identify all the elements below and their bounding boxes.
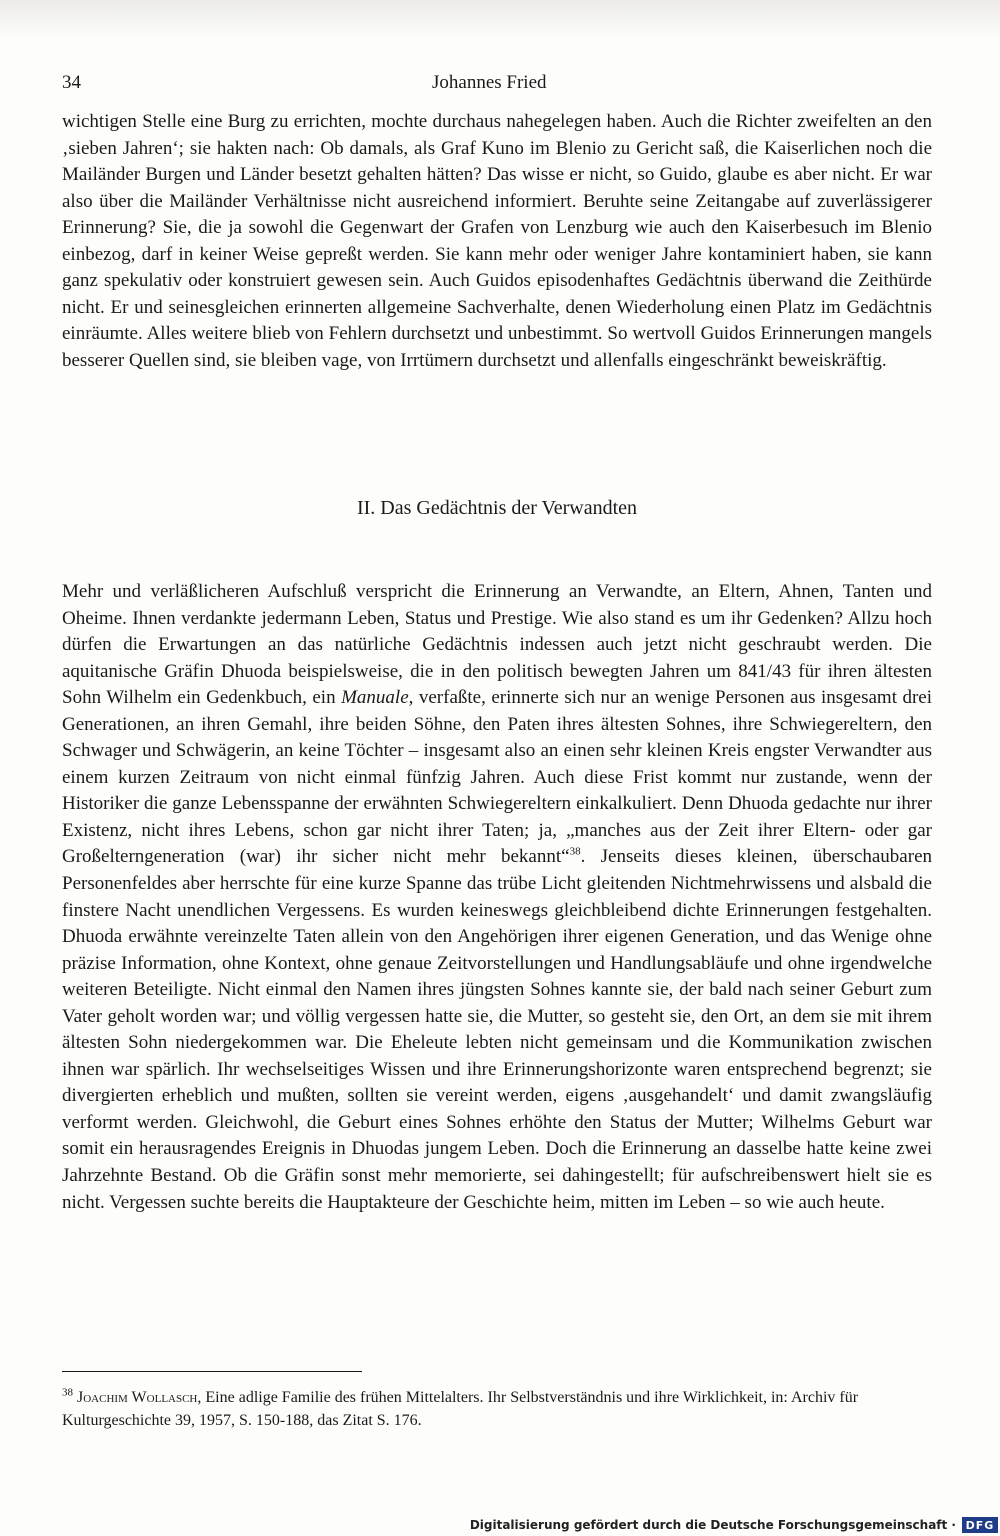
page-number: 34 <box>62 72 81 93</box>
italic-term-manuale: Manuale <box>341 687 409 709</box>
running-head-author: Johannes Fried <box>432 72 547 93</box>
dfg-logo: DFG <box>962 1517 998 1533</box>
footnote-reference[interactable]: 38 <box>569 846 581 859</box>
body-paragraph-2 <box>62 579 932 1216</box>
scan-shadow <box>0 0 1000 40</box>
paragraph-2-text-c: . Jenseits dieses kleinen, überschaubaren Personenfeldes aber herrschte für eine kurze Spanne das trübe Licht gleitenden Nichtmehrwissens und alsbald die finstere Nacht unendlichen Vergessens. Es wurden keineswegs gleichbleibend dichte Erinnerungen festgehalten. Dhuoda erwähnte vereinzelte Taten allein von den Angehörigen ihrer eigenen Generation, und das Wenige ohne präzise Information, ohne Kontext, ohne genaue Zeitvorstellungen und Handlungsabläufe und ohne irgendwelche weiteren Beteiligte. Nicht einmal den Namen ihres jüngsten Sohnes kannte sie, der bald nach seiner Geburt zum Vater geholt worden war; und völlig vergessen hatte sie, die Mutter, so gesteht sie, den Ort, an dem sie mit ihrem ältesten Sohn niedergekommen war. Die Eheleute lebten nicht gemeinsam und die Kommunikation zwischen ihnen war spärlich. Ihr wechselseitiges Wissen und ihre Erinnerungshorizonte waren entsprechend begrenzt; sie divergierten erheblich und mußten, sollten sie vereint werden, eigens ‚ausgehandelt‘ und damit zwangsläufig verformt werden. Gleichwohl, die Geburt eines Sohnes erhöhte den Status der Mutter; Wilhelms Geburt war somit ein herausragendes Ereignis in Dhuodas jungem Leben. Doch die Erinnerung an dasselbe hatte keine zwei Jahrzehnte Bestand. Ob die Gräfin sonst mehr memorierte, sei dahingestellt; für aufschreibenswert hielt sie es nicht. Vergessen suchte bereits die Hauptakteure der Geschichte heim, mitten im Leben – so wie auch heute. <box>62 846 932 1213</box>
section-heading: II. Das Gedächtnis der Verwandten <box>356 497 638 519</box>
footnote-author: Joachim Wollasch <box>77 1389 198 1406</box>
footnote-38 <box>62 1386 932 1432</box>
running-head <box>62 72 932 100</box>
paragraph-2-text-a: Mehr und verläßlicheren Aufschluß verspricht die Erinnerung an Verwandte, an Eltern, Ahnen, Tanten und Oheime. Ihnen verdankte jedermann Leben, Status und Prestige. Wie also stand es um ihr Gedenken? Allzu hoch dürfen die Erwartungen an das natürliche Gedächtnis indessen auch jetzt nicht geschraubt werden. Die aquitanische Gräfin Dhuoda beispielsweise, die in den politisch bewegten Jahren um 841/43 für ihren ältesten Sohn Wilhelm ein Gedenkbuch, ein <box>62 581 932 709</box>
footnote-number: 38 <box>62 1386 73 1399</box>
funding-credit: Digitalisierung gefördert durch die Deutsche Forschungsgemeinschaft · <box>469 1518 956 1532</box>
digitization-footer <box>470 1514 1000 1536</box>
footnote-divider <box>62 1371 362 1372</box>
paragraph-2-text-b: , verfaßte, erinnerte sich nur an wenige Personen aus insgesamt drei Generationen, an ihren Gemahl, ihre beiden Söhne, den Paten ihres ältesten Sohnes, ihre Schwiegereltern, den Schwager und Schwägerin, an keine Töchter – insgesamt also an einen sehr kleinen Kreis engster Verwandter aus einem kurzen Zeitraum von nicht einmal fünfzig Jahren. Auch diese Frist kommt nur zustande, wenn der Historiker die ganze Lebensspanne der erwähnten Schwiegereltern einkalkuliert. Denn Dhuoda gedachte nur ihrer Existenz, nicht ihres Lebens, schon gar nicht ihrer Taten; ja, „manches aus der Zeit ihrer Eltern- oder gar Großelterngeneration (war) ihr sicher nicht mehr bekannt“ <box>62 687 933 868</box>
footnote-text: , Eine adlige Familie des frühen Mittelalters. Ihr Selbstverständnis und ihre Wirklichkeit, in: Archiv für Kulturgeschichte 39, 1957, S. 150-188, das Zitat S. 176. <box>62 1389 859 1429</box>
body-paragraph-1: wichtigen Stelle eine Burg zu errichten, mochte durchaus nahegelegen haben. Auch die Richter zweifelten an den ‚sieben Jahren‘; sie hakten nach: Ob damals, als Graf Kuno im Blenio zu Gericht saß, die Kaiserlichen noch die Mailänder Burgen und Länder besetzt gehalten hätten? Das wisse er nicht, so Guido, glaube es aber nicht. Er war also über die Mailänder Verhältnisse nicht ausreichend informiert. Beruhte seine Zeitangabe auf zuverlässigerer Erinnerung? Sie, die ja sowohl die Gegenwart der Grafen von Lenzburg wie auch den Kaiserbesuch im Blenio einbezog, darf in keiner Weise gepreßt werden. Sie kann mehr oder weniger Jahre kontaminiert haben, sie kann ganz spekulativ oder konstruiert gewesen sein. Auch Guidos episodenhaftes Gedächtnis überwand die Zeithürde nicht. Er und seinesgleichen erinnerten allgemeine Sachverhalte, denen Wiederholung einen Platz im Gedächtnis einräumte. Alles weitere blieb von Fehlern durchsetzt und unbestimmt. So wertvoll Guidos Erinnerungen mangels besserer Quellen sind, sie bleiben vage, von Irrtümern durchsetzt und allenfalls eingeschränkt beweiskräftig. <box>62 111 932 371</box>
